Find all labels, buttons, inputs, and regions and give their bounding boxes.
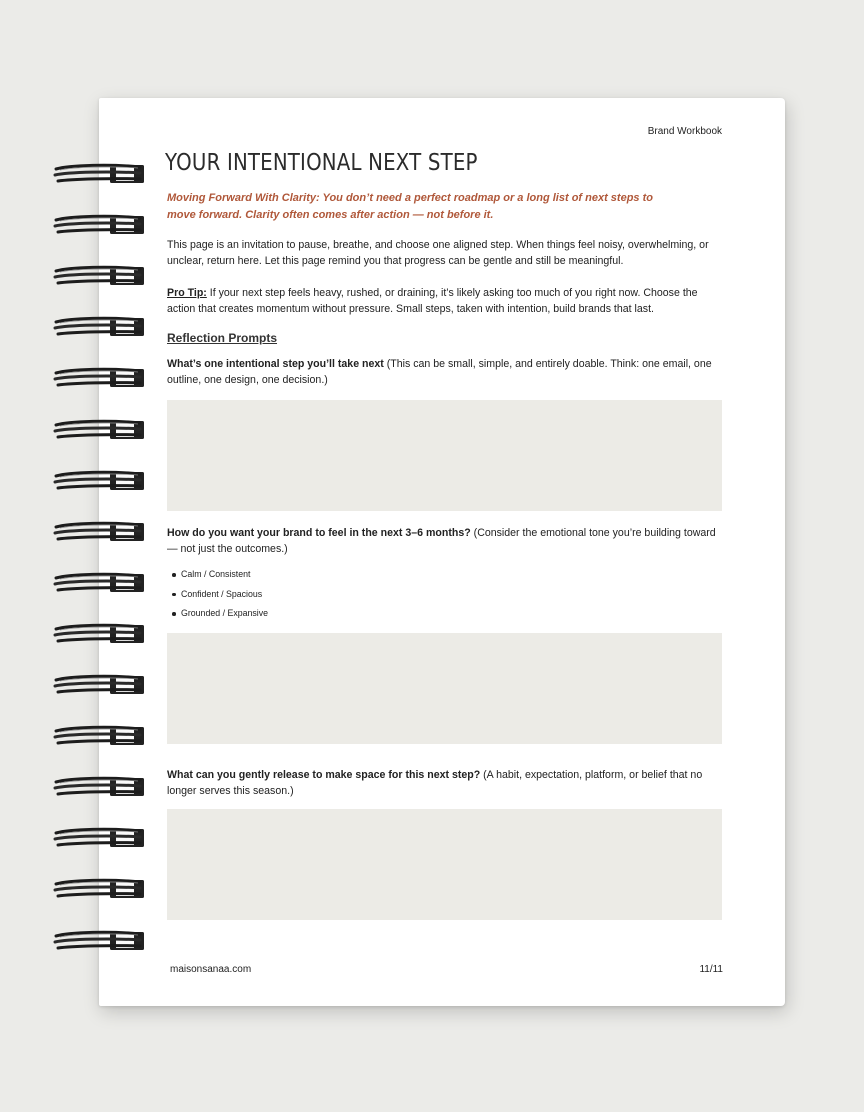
- prompt-3-hint: (A habit, expectation, platform, or belief that no longer serves this season.): [167, 768, 703, 797]
- feeling-options: [167, 565, 723, 624]
- footer-page-number: 11/11: [699, 964, 723, 975]
- page-title: YOUR INTENTIONAL NEXT STEP: [165, 150, 478, 176]
- pro-tip: [167, 285, 723, 317]
- header-label: Brand Workbook: [647, 126, 722, 137]
- prompt-3-question: What can you gently release to make space for this next step?: [167, 768, 481, 781]
- section-heading: Reflection Prompts: [167, 331, 278, 345]
- page-content: [167, 190, 723, 920]
- footer-website: maisonsanaa.com: [170, 964, 252, 975]
- intro-paragraph: This page is an invitation to pause, breathe, and choose one aligned step. When things feel noisy, overwhelming, or unclear, return here. Let this page remind you that progress can be gentle and still be meaningful.: [167, 239, 709, 267]
- option-item: Calm / Consistent: [167, 565, 723, 585]
- option-item: Grounded / Expansive: [167, 604, 723, 624]
- pro-tip-label: Pro Tip:: [167, 287, 207, 299]
- pro-tip-text: If your next step feels heavy, rushed, or draining, it’s likely asking too much of you right now. Choose the action that creates momentum without pressure. Small steps, taken with intention, build brands that last.: [167, 287, 698, 315]
- prompt-1: [167, 356, 723, 388]
- option-item: Confident / Spacious: [167, 585, 723, 605]
- notebook-page: [99, 98, 785, 1006]
- prompt-2-question: How do you want your brand to feel in the next 3–6 months?: [167, 527, 471, 539]
- prompt-2: [167, 525, 723, 557]
- subtitle: Moving Forward With Clarity: You don’t need a perfect roadmap or a long list of next steps to move forward. Clarity often comes after action — not before it.: [167, 192, 653, 221]
- prompt-1-hint: (This can be small, simple, and entirely doable. Think: one email, one outline, one design, one decision.): [167, 358, 712, 386]
- prompt-1-question: What’s one intentional step you’ll take next: [167, 358, 384, 370]
- prompt-2-hint: (Consider the emotional tone you’re building toward — not just the outcomes.): [167, 527, 716, 555]
- answer-box-3[interactable]: [167, 809, 722, 920]
- answer-box-2[interactable]: [167, 633, 722, 744]
- prompt-3: [167, 767, 723, 799]
- answer-box-1[interactable]: [167, 400, 722, 511]
